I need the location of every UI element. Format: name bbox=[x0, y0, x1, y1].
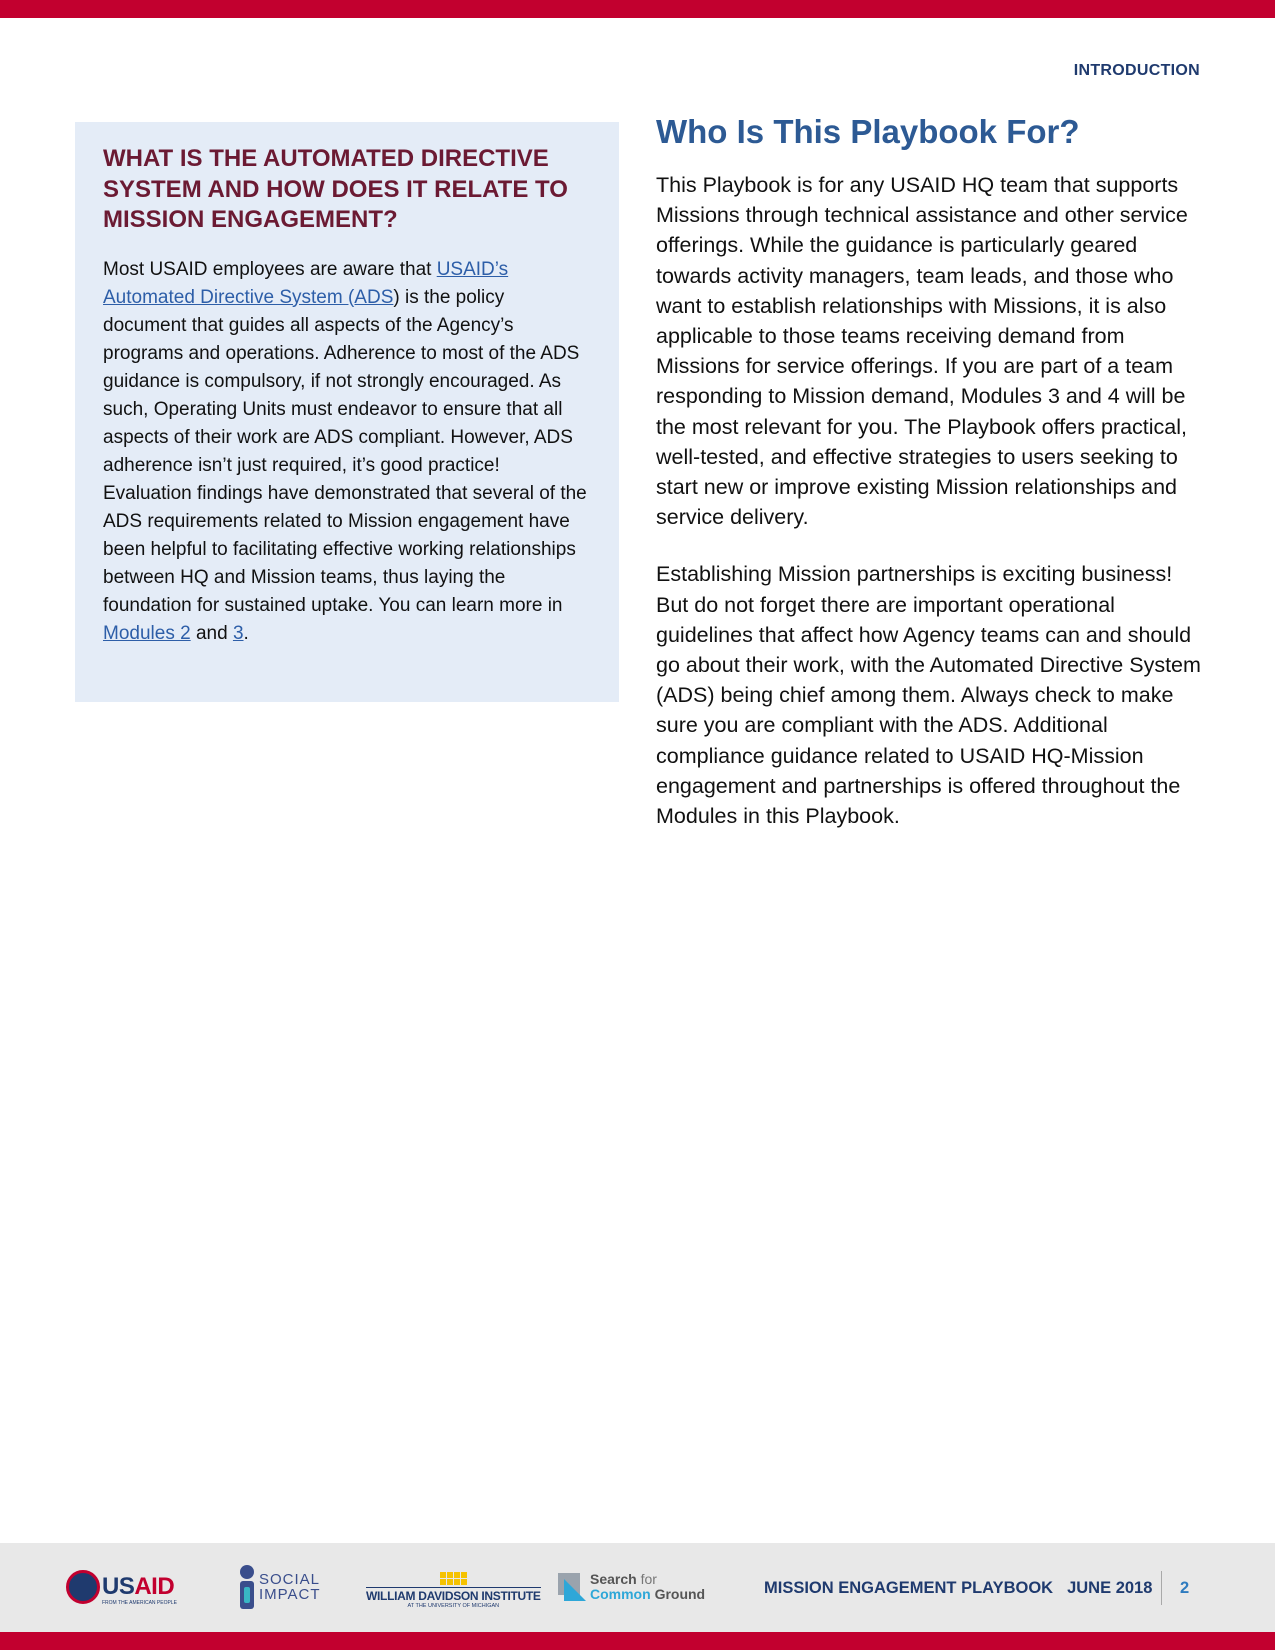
modules-2-link[interactable]: Modules 2 bbox=[103, 622, 191, 644]
main-column bbox=[656, 110, 1206, 858]
footer-divider bbox=[1161, 1571, 1162, 1605]
usaid-logo-aid: AID bbox=[134, 1573, 175, 1600]
page-number: 2 bbox=[1180, 1579, 1190, 1597]
footer-date: JUNE 2018 bbox=[1067, 1579, 1153, 1597]
usaid-logo bbox=[66, 1565, 177, 1609]
callout-text-and: and bbox=[190, 622, 233, 644]
social-impact-logo bbox=[238, 1565, 321, 1609]
callout-heading: WHAT IS THE AUTOMATED DIRECTIVE SYSTEM AND HOW DOES IT RELATE TO MISSION ENGAGEMENT? bbox=[103, 145, 568, 233]
social-impact-icon bbox=[238, 1565, 256, 1609]
footer bbox=[0, 1543, 1275, 1632]
callout-text bbox=[103, 256, 591, 648]
ads-callout-box bbox=[75, 122, 619, 702]
section-label: INTRODUCTION bbox=[1073, 62, 1200, 79]
sfcg-logo bbox=[558, 1565, 705, 1609]
callout-text-end: . bbox=[243, 622, 249, 644]
callout-text-body: ) is the policy document that guides all aspects of the Agency’s programs and operations. Adherence to most of the ADS guidance is compulsory, if not strongly encouraged. As such, Operating Units must endeavor to ensure that all aspects of their work are ADS compliant. However, ADS adherence isn’t just required, it’s good practice! Evaluation findings have demonstrated that several of the ADS requirements related to Mission engagement have been helpful to facilitating effective working relationships between HQ and Mission teams, thus laying the foundation for sustained uptake. You can learn more in bbox=[103, 286, 587, 616]
social-impact-line2: IMPACT bbox=[259, 1586, 321, 1603]
social-impact-line1: SOCIAL bbox=[259, 1571, 321, 1588]
wdi-logo bbox=[366, 1565, 541, 1609]
top-accent-bar bbox=[0, 0, 1275, 18]
page-title: Who Is This Playbook For? bbox=[656, 113, 1080, 150]
wdi-blocks-icon bbox=[440, 1572, 467, 1585]
sfcg-icon bbox=[558, 1573, 586, 1601]
ads-link[interactable]: USAID’s Automated Directive System (ADS bbox=[103, 258, 509, 308]
module-3-link[interactable]: 3 bbox=[232, 622, 244, 644]
usaid-logo-us: US bbox=[102, 1573, 135, 1600]
wdi-name: WILLIAM DAVIDSON INSTITUTE bbox=[366, 1589, 541, 1603]
footer-doc-title: MISSION ENGAGEMENT PLAYBOOK bbox=[764, 1579, 1054, 1597]
callout-text-intro: Most USAID employees are aware that bbox=[103, 258, 437, 280]
sfcg-ground: Ground bbox=[654, 1586, 706, 1602]
body-paragraph: This Playbook is for any USAID HQ team that supports Missions through technical assistance and other service offerings. While the guidance is particularly geared towards activity managers, team leads, and those who want to establish relationships with Missions, it is also applicable to those teams receiving demand from Missions for service offerings. If you are part of a team responding to Mission demand, Modules 3 and 4 will be the most relevant for you. The Playbook offers practical, well-tested, and effective strategies to users seeking to start new or improve existing Mission relationships and service delivery. bbox=[656, 173, 1188, 530]
sfcg-common: Common bbox=[590, 1586, 651, 1602]
sfcg-search: Search bbox=[590, 1571, 637, 1587]
body-paragraph: Establishing Mission partnerships is exciting business! But do not forget there are important operational guidelines that affect how Agency teams can and should go about their work, with the Automated Directive System (ADS) being chief among them. Always check to make sure you are compliant with the ADS. Additional compliance guidance related to USAID HQ-Mission engagement and partnerships is offered throughout the Modules in this Playbook. bbox=[656, 562, 1201, 829]
wdi-sub: AT THE UNIVERSITY OF MICHIGAN bbox=[407, 1603, 500, 1609]
bottom-accent-bar bbox=[0, 1632, 1275, 1650]
sfcg-for: for bbox=[640, 1571, 657, 1587]
usaid-seal-icon bbox=[66, 1570, 100, 1604]
usaid-tagline: FROM THE AMERICAN PEOPLE bbox=[102, 1600, 177, 1606]
